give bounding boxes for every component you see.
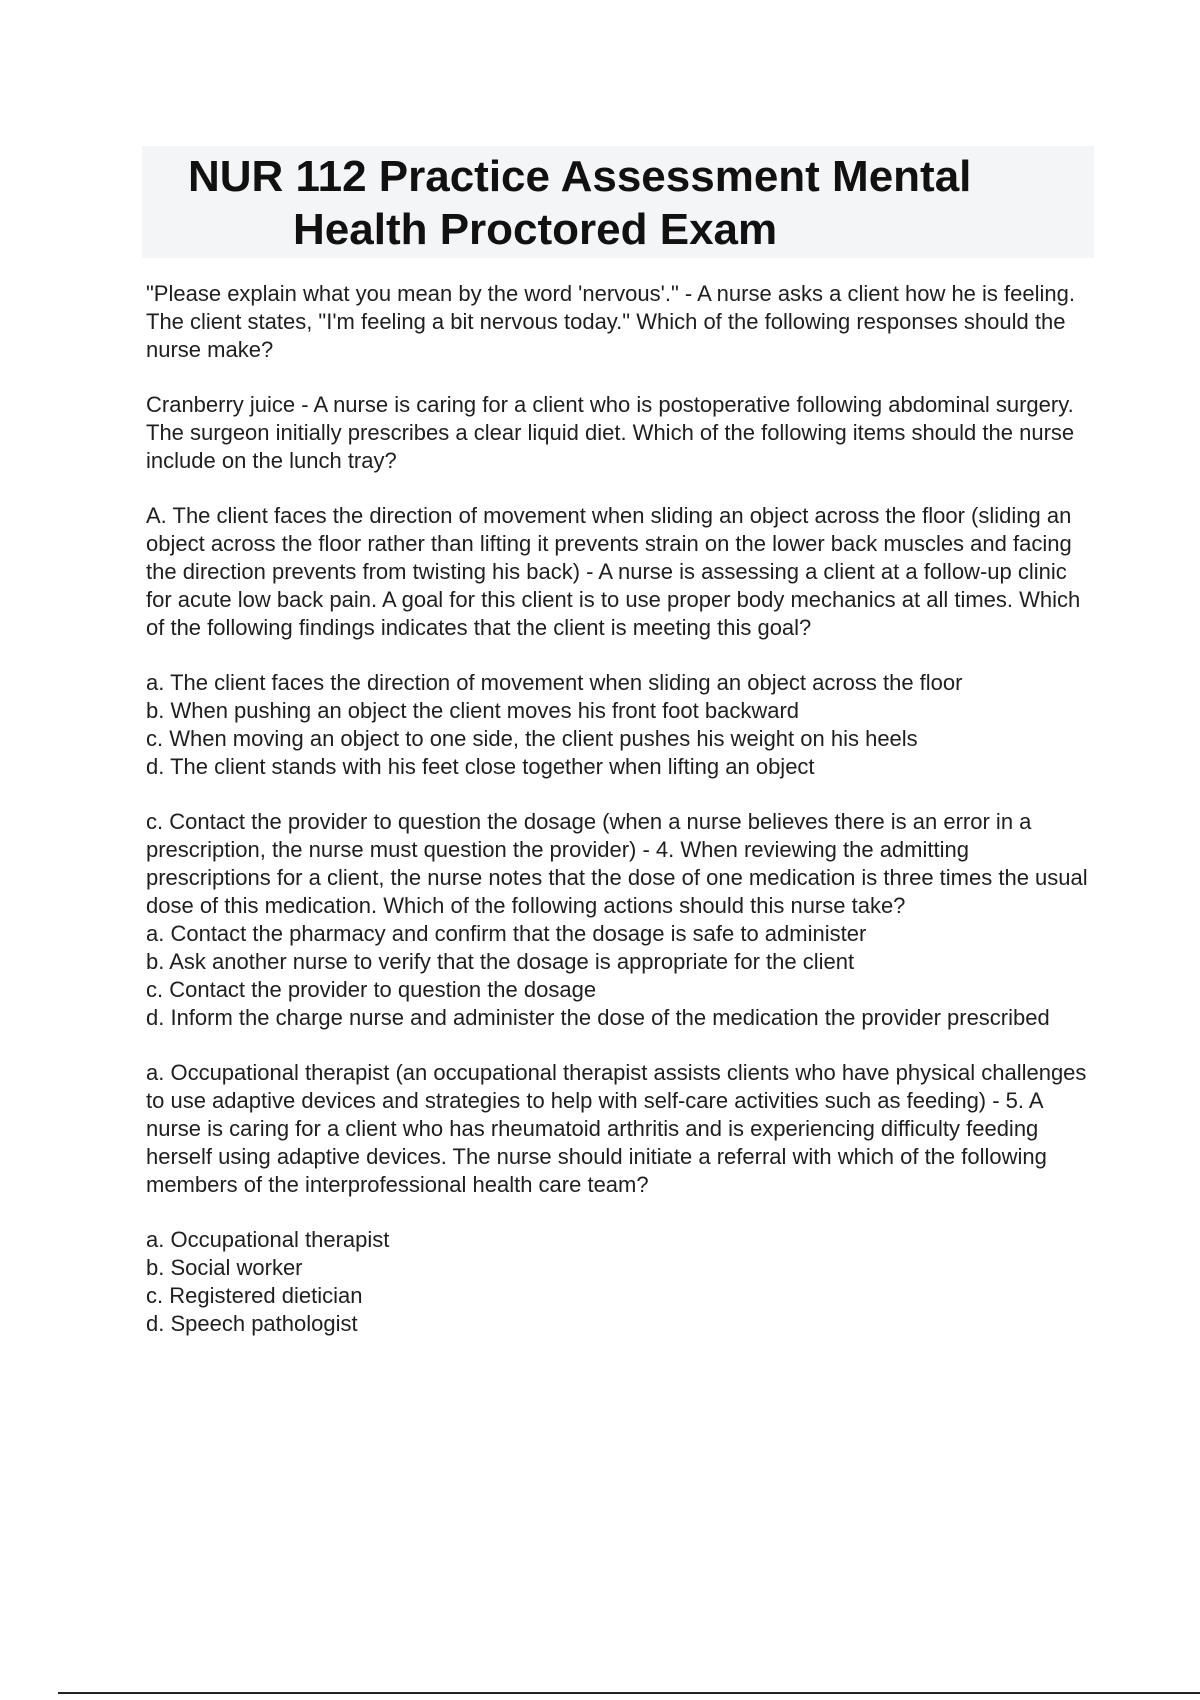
question-2-paragraph: Cranberry juice - A nurse is caring for a client who is postoperative following abdominal surgery. The surgeon initially prescribes a clear liquid diet. Which of the following items should the nurse include on the lunch tray? bbox=[146, 392, 1075, 473]
question-5-paragraph: a. Occupational therapist (an occupational therapist assists clients who have physical challenges to use adaptive devices and strategies to help with self-care activities such as feeding) - 5. A nurse is caring for a client who has rheumatoid arthritis and is experiencing difficulty feeding herself using adaptive devices. The nurse should initiate a referral with which of the following members of the interprofessional health care team? bbox=[146, 1060, 1087, 1197]
page-title-line-2: Health Proctored Exam bbox=[293, 205, 778, 254]
option-item: c. Contact the provider to question the dosage bbox=[146, 977, 597, 1002]
option-item: b. Ask another nurse to verify that the dosage is appropriate for the client bbox=[146, 949, 855, 974]
document-body bbox=[146, 280, 1096, 1365]
option-item: a. Occupational therapist bbox=[146, 1227, 390, 1252]
question-1-paragraph: "Please explain what you mean by the word 'nervous'." - A nurse asks a client how he is feeling. The client states, "I'm feeling a bit nervous today." Which of the following responses should the nurse make? bbox=[146, 281, 1075, 362]
question-4-paragraph: c. Contact the provider to question the dosage (when a nurse believes there is an error in a prescription, the nurse must question the provider) - 4. When reviewing the admitting prescriptions for a client, the nurse notes that the dose of one medication is three times the usual dose of this medication. Which of the following actions should this nurse take? bbox=[146, 809, 1088, 918]
question-3-options bbox=[146, 669, 1096, 781]
footer-divider bbox=[58, 1692, 1200, 1694]
question-4-options bbox=[146, 920, 1096, 1032]
page-title-line-1: NUR 112 Practice Assessment Mental bbox=[188, 152, 972, 201]
option-item: a. The client faces the direction of movement when sliding an object across the floor bbox=[146, 670, 963, 695]
option-item: c. Registered dietician bbox=[146, 1283, 363, 1308]
option-item: d. Inform the charge nurse and administer the dose of the medication the provider prescribed bbox=[146, 1005, 1050, 1030]
question-5-options bbox=[146, 1226, 1096, 1338]
title-banner bbox=[142, 146, 1094, 258]
question-3-paragraph: A. The client faces the direction of movement when sliding an object across the floor (sliding an object across the floor rather than lifting it prevents strain on the lower back muscles and facing the direction prevents from twisting his back) - A nurse is assessing a client at a follow-up clinic for acute low back pain. A goal for this client is to use proper body mechanics at all times. Which of the following findings indicates that the client is meeting this goal? bbox=[146, 503, 1081, 640]
option-item: d. The client stands with his feet close together when lifting an object bbox=[146, 754, 815, 779]
option-item: c. When moving an object to one side, the client pushes his weight on his heels bbox=[146, 726, 918, 751]
option-item: d. Speech pathologist bbox=[146, 1311, 358, 1336]
option-item: b. When pushing an object the client moves his front foot backward bbox=[146, 698, 800, 723]
option-item: b. Social worker bbox=[146, 1255, 303, 1280]
option-item: a. Contact the pharmacy and confirm that the dosage is safe to administer bbox=[146, 921, 867, 946]
